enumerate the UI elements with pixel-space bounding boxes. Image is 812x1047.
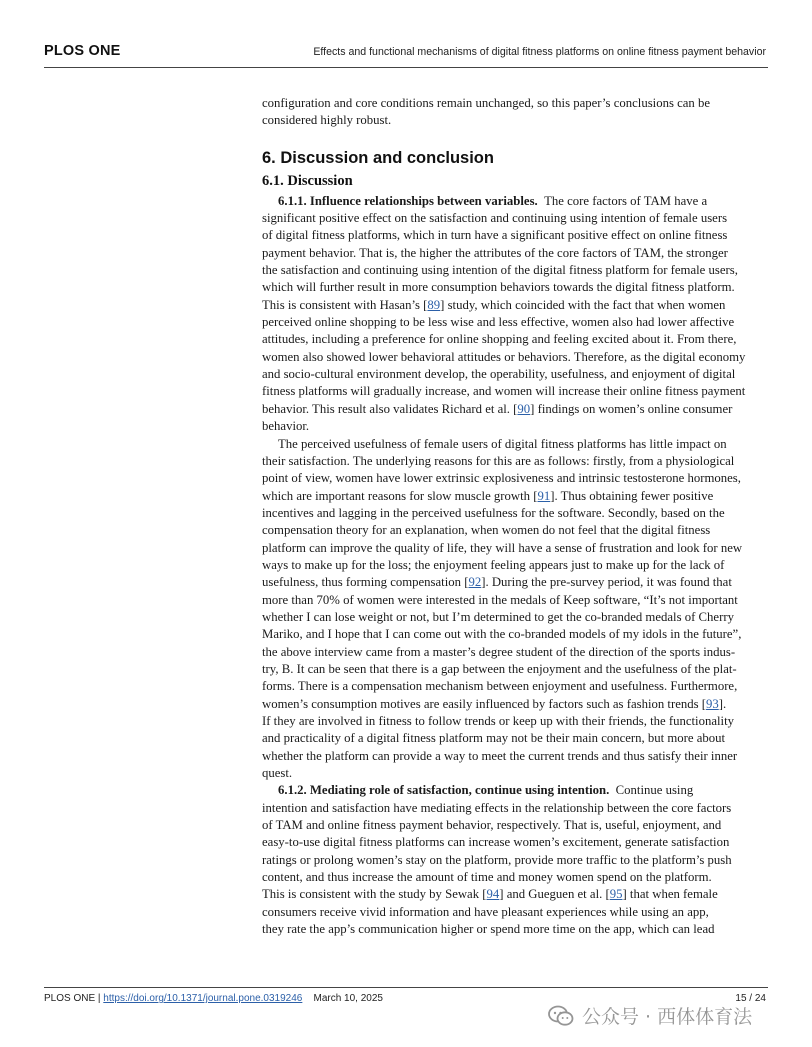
text-line: easy-to-use digital fitness platforms can increase women’s excitement, generate satisfaction — [262, 835, 730, 850]
text-line: they rate the app’s communication higher or spend more time on the app, which can lead — [262, 922, 715, 937]
section-heading: 6. Discussion and conclusion — [262, 148, 494, 167]
text-line: more than 70% of women were interested in the medals of Keep software, “It’s not important — [262, 592, 738, 607]
text-line: intention and satisfaction have mediating effects in the relationship between the core factors — [262, 800, 732, 815]
text-line: consumers receive vivid information and have pleasant experiences while using an app, — [262, 904, 709, 919]
page-number: 15 / 24 — [735, 993, 766, 1004]
doi-link[interactable]: https://doi.org/10.1371/journal.pone.0319246 — [103, 993, 303, 1004]
citation-link-91[interactable]: 91 — [537, 488, 551, 503]
text-line: configuration and core conditions remain unchanged, so this paper’s conclusions can be — [262, 96, 711, 110]
text-line: considered highly robust. — [262, 113, 392, 128]
text-span: This is consistent with the study by Sewak [ — [262, 887, 487, 902]
text-line: The perceived usefulness of female users of digital fitness platforms has little impact on — [278, 436, 727, 451]
text-line: significant positive effect on the satisfaction and continuing using intention of female users — [262, 211, 728, 226]
text-line: perceived online shopping to be less wise and less effective, women also had lower affective — [262, 315, 735, 330]
watermark — [548, 1002, 752, 1029]
text-line — [262, 193, 768, 210]
citation-link-93[interactable]: 93 — [706, 696, 719, 711]
text-line: and practicality of a digital fitness platform may not be their main concern, but more about — [262, 731, 726, 746]
citation-link-90[interactable]: 90 — [517, 401, 531, 416]
footer-separator: | — [95, 993, 104, 1004]
running-title: Effects and functional mechanisms of digital fitness platforms on online fitness payment behavior — [313, 46, 766, 58]
subsubsection-heading: 6.1.1. Influence relationships between variables. — [278, 193, 538, 208]
text-line — [262, 574, 768, 591]
text-line: which will further result in more consumption behaviors towards the digital fitness platform. — [262, 280, 735, 295]
citation-link-92[interactable]: 92 — [468, 575, 482, 590]
text-span: ] and Gueguen et al. [ — [499, 887, 610, 902]
subsection-heading: 6.1. Discussion — [262, 172, 353, 189]
subsubsection-heading: 6.1.2. Mediating role of satisfaction, continue using intention. — [278, 783, 610, 798]
text-line: forms. There is a compensation mechanism between enjoyment and usefulness. Furthermore, — [262, 679, 738, 694]
text-line — [262, 886, 768, 903]
text-span: ]. — [718, 696, 727, 711]
text-span: women’s consumption motives are easily influenced by factors such as fashion trends [ — [262, 696, 707, 711]
text-line: Mariko, and I hope that I can come out with the co-branded models of my idols in the future”, — [262, 627, 742, 642]
watermark-text: 公众号 · 西体体育法 — [582, 1006, 753, 1028]
text-span: Continue using — [615, 783, 694, 798]
article-body — [262, 95, 768, 938]
text-span: which are important reasons for slow muscle growth [ — [262, 488, 538, 503]
text-line: compensation theory for an explanation, when women do not feel that the digital fitness — [262, 523, 711, 538]
text-line: ways to make up for the loss; the enjoyment feeling appears just to make up for the lack of — [262, 557, 725, 572]
text-line: of digital fitness platforms, which in turn have a significant positive effect on online fitness — [262, 228, 728, 243]
text-line: fitness platforms will gradually increase, and women will increase their online fitness payment — [262, 384, 746, 399]
header-divider — [44, 67, 768, 68]
text-span: ] study, which coincided with the fact that when women — [440, 297, 726, 312]
footer-divider — [44, 987, 768, 988]
text-line — [262, 488, 768, 505]
citation-link-95[interactable]: 95 — [609, 887, 623, 902]
text-line: try, B. It can be seen that there is a gap between the enjoyment and the usefulness of the plat- — [262, 661, 737, 676]
text-line: the satisfaction and continuing using intention of the digital fitness platform for female users, — [262, 263, 738, 278]
text-line — [262, 401, 768, 418]
text-line: incentives and lagging in the perceived usefulness for the software. Secondly, based on the — [262, 505, 725, 520]
journal-name: PLOS ONE — [44, 43, 121, 59]
paragraph-mediating — [262, 782, 768, 938]
publication-date: March 10, 2025 — [313, 993, 383, 1004]
text-line: quest. — [262, 766, 293, 781]
footer-citation — [44, 993, 383, 1004]
text-span: ] findings on women’s online consumer — [530, 401, 733, 416]
text-line — [262, 782, 768, 799]
citation-link-94[interactable]: 94 — [486, 887, 500, 902]
text-line: and socio-cultural environment develop, the operability, usefulness, and enjoyment of digital — [262, 367, 736, 382]
text-span: This is consistent with Hasan’s [ — [262, 297, 428, 312]
text-line: ratings or prolong women’s stay on the platform, provide more traffic to the platform’s push — [262, 852, 732, 867]
text-line: women also showed lower behavioral attitudes or behaviors. Therefore, as the digital economy — [262, 349, 746, 364]
text-span: The core factors of TAM have a — [544, 193, 708, 208]
text-line: the above interview came from a master’s degree student of the direction of the sports indus- — [262, 644, 736, 659]
text-span: behavior. This result also validates Richard et al. [ — [262, 401, 518, 416]
text-line: their satisfaction. The underlying reasons for this are as follows: firstly, from a physiological — [262, 453, 735, 468]
wechat-icon — [548, 1005, 574, 1027]
text-line: whether I can lose weight or not, but I’m determined to get the co-branded medals of Cherry — [262, 609, 734, 624]
footer-journal: PLOS ONE — [44, 993, 96, 1004]
text-span: usefulness, thus forming compensation [ — [262, 575, 469, 590]
paragraph-influence — [262, 193, 768, 436]
text-line: content, and thus increase the amount of time and money women spend on the platform. — [262, 870, 712, 885]
text-line: platform can improve the quality of life, they will have a sense of frustration and look for new — [262, 540, 743, 555]
text-line — [262, 696, 768, 713]
text-line: of TAM and online fitness payment behavior, respectively. That is, useful, enjoyment, and — [262, 818, 722, 833]
paragraph-usefulness — [262, 436, 768, 783]
citation-link-89[interactable]: 89 — [427, 297, 441, 312]
text-span: ]. During the pre-survey period, it was found that — [481, 575, 732, 590]
text-span: ]. Thus obtaining fewer positive — [550, 488, 714, 503]
text-line: attitudes, including a preference for online shopping and feeling excited about it. From there, — [262, 332, 737, 347]
text-line: point of view, women have lower extrinsic explosiveness and intrinsic testosterone hormones, — [262, 471, 741, 486]
text-line — [262, 297, 768, 314]
text-span: ] that when female — [622, 887, 718, 902]
text-line: behavior. — [262, 419, 310, 434]
text-line: If they are involved in fitness to follow trends or keep up with their friends, the functionality — [262, 714, 734, 728]
text-line: payment behavior. That is, the higher the attributes of the core factors of TAM, the stronger — [262, 245, 728, 260]
text-line: whether the platform can provide a way to meet the current trends and thus satisfy their inner — [262, 748, 738, 763]
